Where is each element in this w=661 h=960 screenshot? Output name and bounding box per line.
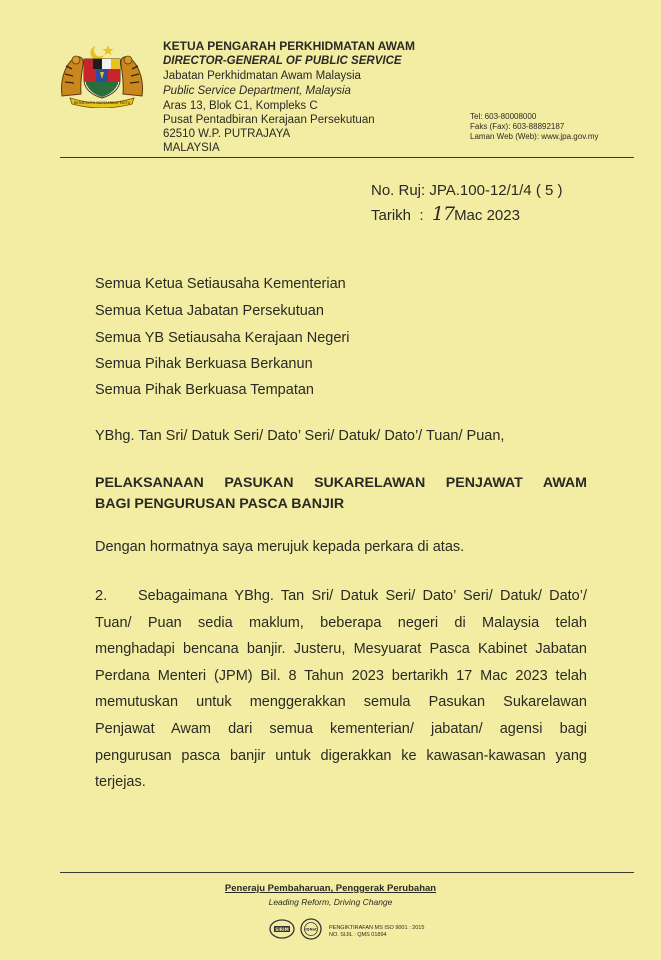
certification-logos-icon <box>268 916 326 942</box>
address-line: MALAYSIA <box>163 142 220 154</box>
paragraph-2-number: 2. <box>95 588 108 604</box>
letterhead-department-en: Public Service Department, Malaysia <box>163 85 351 97</box>
paragraph-2-line: Perdana Menteri (JPM) Bil. 8 Tahun 2023 bertarikh 17 Mac 2023 telah <box>95 667 587 684</box>
salutation: YBhg. Tan Sri/ Datuk Seri/ Dato’ Seri/ Datuk/ Dato’/ Tuan/ Puan, <box>95 428 505 444</box>
recipient-line: Semua Ketua Jabatan Persekutuan <box>95 303 324 319</box>
cert-logo-right-text: IQNet <box>305 927 317 932</box>
paragraph-2 <box>95 583 587 796</box>
reference-label: No. Ruj: <box>371 182 426 199</box>
subject-line-2: BAGI PENGURUSAN PASCA BANJIR <box>95 496 345 512</box>
paragraph-1: Dengan hormatnya saya merujuk kepada perkara di atas. <box>95 539 465 555</box>
paragraph-2-line: menghadapi bencana banjir. Justeru, Mesyuarat Pasca Kabinet Jabatan <box>95 641 587 658</box>
date-month-year: Mac 2023 <box>454 207 520 224</box>
letterhead-title-en: DIRECTOR-GENERAL OF PUBLIC SERVICE <box>163 55 402 67</box>
letterhead-department: Jabatan Perkhidmatan Awam Malaysia <box>163 70 361 82</box>
reference-date <box>371 203 520 225</box>
paragraph-2-line: Tuan/ Puan sedia maklum, beberapa negeri di Malaysia telah <box>95 614 587 631</box>
footer-motto <box>0 883 661 894</box>
date-day-handwritten: 17 <box>431 203 455 225</box>
footer-motto-en: Leading Reform, Driving Change <box>268 897 393 907</box>
paragraph-2-line: memutuskan untuk menggerakkan semula Pasukan Sukarelawan <box>95 694 587 711</box>
certification-line-2: NO. SIJIL : QMS 01894 <box>329 932 387 938</box>
address-line: Pusat Pentadbiran Kerajaan Persekutuan <box>163 114 375 126</box>
address-line: Aras 13, Blok C1, Kompleks C <box>163 100 318 112</box>
recipient-line: Semua Pihak Berkuasa Tempatan <box>95 382 314 398</box>
paragraph-2-line: terjejas. <box>95 774 146 791</box>
reference-value: JPA.100-12/1/4 ( 5 ) <box>429 182 563 199</box>
footer-divider <box>60 872 634 873</box>
certification-line-1: PENGIKTIRAFAN MS ISO 9001 : 2015 <box>329 925 425 931</box>
paragraph-2-line: Penjawat Awam dari semua kementerian/ jabatan/ agensi bagi <box>95 720 587 737</box>
date-separator: : <box>419 207 424 224</box>
cert-logo-left-text: SIRIM <box>275 927 289 932</box>
letter-subject <box>95 473 587 515</box>
date-label: Tarikh <box>371 207 412 224</box>
malaysia-coat-of-arms-icon <box>56 42 148 108</box>
paragraph-2-line-text: Sebagaimana YBhg. Tan Sri/ Datuk Seri/ Dato’ Seri/ Datuk/ Dato’/ <box>138 588 587 604</box>
paragraph-2-line <box>95 583 587 610</box>
crest-motto: BERSEKUTU BERTAMBAH MUTU <box>73 101 131 105</box>
contact-web: Laman Web (Web): www.jpa.gov.my <box>470 132 599 141</box>
address-line: 62510 W.P. PUTRAJAYA <box>163 128 291 140</box>
letterhead-title: KETUA PENGARAH PERKHIDMATAN AWAM <box>163 39 415 53</box>
recipient-line: Semua YB Setiausaha Kerajaan Negeri <box>95 330 350 346</box>
contact-fax: Faks (Fax): 603-88892187 <box>470 122 565 131</box>
subject-line-1: PELAKSANAAN PASUKAN SUKARELAWAN PENJAWAT AWAM <box>95 475 587 491</box>
footer-motto-text: Peneraju Pembaharuan, Penggerak Perubahan <box>224 883 437 894</box>
reference-number <box>371 182 562 199</box>
recipient-line: Semua Pihak Berkuasa Berkanun <box>95 356 313 372</box>
recipient-line: Semua Ketua Setiausaha Kementerian <box>95 276 346 292</box>
paragraph-2-line: pengurusan pasca banjir untuk digerakkan ke kawasan-kawasan yang <box>95 747 587 764</box>
contact-tel: Tel: 603-80008000 <box>470 112 537 121</box>
letterhead-divider <box>60 157 634 158</box>
